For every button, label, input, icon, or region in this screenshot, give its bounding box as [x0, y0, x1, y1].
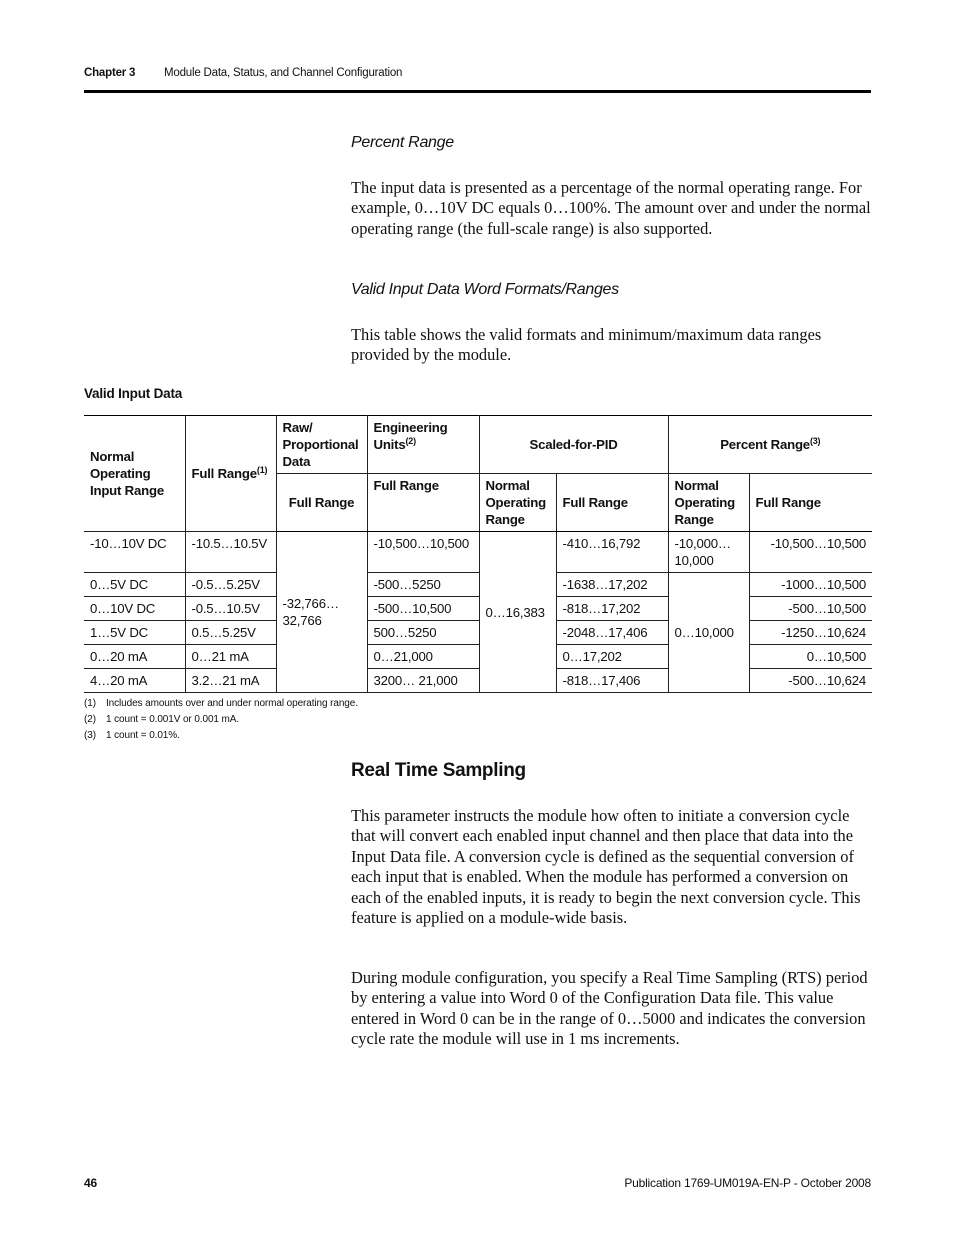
footnote-text: Includes amounts over and under normal operating range.: [106, 698, 358, 709]
cell-full-range: 3.2…21 mA: [185, 669, 276, 693]
subheader-pct-full-range: Full Range: [749, 474, 872, 532]
cell-pct-full-range: -500…10,624: [749, 669, 872, 693]
header-normal-operating-input-range: Normal Operating Input Range: [84, 416, 185, 532]
cell-full-range: -0.5…10.5V: [185, 597, 276, 621]
header-percent-range: Percent Range$^{(3)}$: [668, 416, 872, 474]
subheader-pid-normal-range: Normal Operating Range: [479, 474, 556, 532]
subheader-pct-normal-range: Normal Operating Range: [668, 474, 749, 532]
cell-pct-full-range: -1250…10,624: [749, 621, 872, 645]
chapter-label: Chapter 3: [84, 67, 136, 79]
cell-pct-full-range: -10,500…10,500: [749, 532, 872, 573]
table-row: [84, 532, 872, 573]
table-row: [84, 597, 872, 621]
cell-engineering-units: -500…10,500: [367, 597, 479, 621]
cell-pct-normal-range: 0…10,000: [668, 573, 749, 693]
cell-input-range: 0…5V DC: [84, 573, 185, 597]
percent-range-body: The input data is presented as a percentage of the normal operating range. For example, 0…10V DC equals 0…100%. The amount over and under the normal operating range (the full-scale range) is also supported.: [351, 178, 871, 238]
cell-pct-full-range: -1000…10,500: [749, 573, 872, 597]
real-time-sampling-heading: Real Time Sampling: [351, 760, 526, 781]
page-header: [84, 66, 871, 93]
cell-engineering-units: -500…5250: [367, 573, 479, 597]
valid-formats-body: This table shows the valid formats and minimum/maximum data ranges provided by the module.: [351, 325, 822, 365]
real-time-sampling-para-1: This parameter instructs the module how often to initiate a conversion cycle that will convert each enabled input channel and then place that data into the Input Data file. A conversion cycle is defined as the sequential conversion of each input that is enabled. When the module has performed a conversion on each of the enabled inputs, it is ready to begin the next conversion cycle. This feature is applied on a module-wide basis.: [351, 806, 861, 928]
chapter-title: Module Data, Status, and Channel Configuration: [164, 67, 403, 79]
footnote: [84, 712, 358, 728]
subheader-pid-full-range: Full Range: [556, 474, 668, 532]
header-full-range: Full Range$^{(1)}$: [185, 416, 276, 532]
table-footnotes: [84, 696, 358, 744]
cell-input-range: 0…10V DC: [84, 597, 185, 621]
footnote: [84, 728, 358, 744]
cell-engineering-units: -10,500…10,500: [367, 532, 479, 573]
cell-engineering-units: 500…5250: [367, 621, 479, 645]
table-row: [84, 573, 872, 597]
cell-pid-full-range: -2048…17,406: [556, 621, 668, 645]
cell-pid-normal-range: 0…16,383: [479, 532, 556, 693]
valid-input-data-table: [84, 415, 872, 693]
subheader-eng-full-range: Full Range: [367, 474, 479, 532]
cell-pct-full-range: 0…10,500: [749, 645, 872, 669]
table-row: [84, 621, 872, 645]
subheader-raw-full-range: Full Range: [276, 474, 367, 532]
table-caption: Valid Input Data: [84, 386, 183, 401]
cell-input-range: 1…5V DC: [84, 621, 185, 645]
cell-full-range: -0.5…5.25V: [185, 573, 276, 597]
footnote: [84, 696, 358, 712]
cell-input-range: 0…20 mA: [84, 645, 185, 669]
table-row: [84, 645, 872, 669]
cell-full-range: -10.5…10.5V: [185, 532, 276, 573]
footnote-number: (1): [84, 698, 96, 709]
footnote-ref-2: (2): [405, 436, 416, 446]
cell-input-range: -10…10V DC: [84, 532, 185, 573]
footnote-text: 1 count = 0.001V or 0.001 mA.: [106, 714, 240, 725]
cell-pid-full-range: -818…17,202: [556, 597, 668, 621]
percent-range-heading: Percent Range: [351, 134, 454, 151]
footnote-number: (3): [84, 730, 96, 741]
footnote-ref-3: (3): [809, 436, 821, 446]
header-engineering-units: Engineering Units$^{(2)}$: [367, 416, 479, 474]
publication-info: Publication 1769-UM019A-EN-P - October 2008: [624, 1176, 871, 1190]
cell-full-range: 0.5…5.25V: [185, 621, 276, 645]
cell-engineering-units: 3200… 21,000: [367, 669, 479, 693]
cell-pid-full-range: -1638…17,202: [556, 573, 668, 597]
real-time-sampling-para-2: During module configuration, you specify a Real Time Sampling (RTS) period by entering a value into Word 0 of the Configuration Data file. This value entered in Word 0 can be in the range of 0…5000 and indicates the conversion cycle rate the module will use in 1 ms increments.: [351, 968, 868, 1049]
footnote-ref-1: (1): [256, 465, 268, 475]
cell-raw-proportional: -32,766… 32,766: [276, 532, 367, 693]
cell-pid-full-range: -818…17,406: [556, 669, 668, 693]
cell-full-range: 0…21 mA: [185, 645, 276, 669]
valid-formats-heading: Valid Input Data Word Formats/Ranges: [351, 281, 619, 298]
cell-pct-full-range: -500…10,500: [749, 597, 872, 621]
cell-engineering-units: 0…21,000: [367, 645, 479, 669]
footnote-text: 1 count = 0.01%.: [106, 730, 180, 741]
cell-pid-full-range: 0…17,202: [556, 645, 668, 669]
cell-pid-full-range: -410…16,792: [556, 532, 668, 573]
table-row: [84, 669, 872, 693]
header-scaled-for-pid: Scaled-for-PID: [479, 416, 668, 474]
header-raw-proportional: Raw/ Proportional Data: [276, 416, 367, 474]
page-number: 46: [84, 1176, 97, 1190]
footnote-number: (2): [84, 714, 96, 725]
cell-pct-normal-range: -10,000… 10,000: [668, 532, 749, 573]
cell-input-range: 4…20 mA: [84, 669, 185, 693]
